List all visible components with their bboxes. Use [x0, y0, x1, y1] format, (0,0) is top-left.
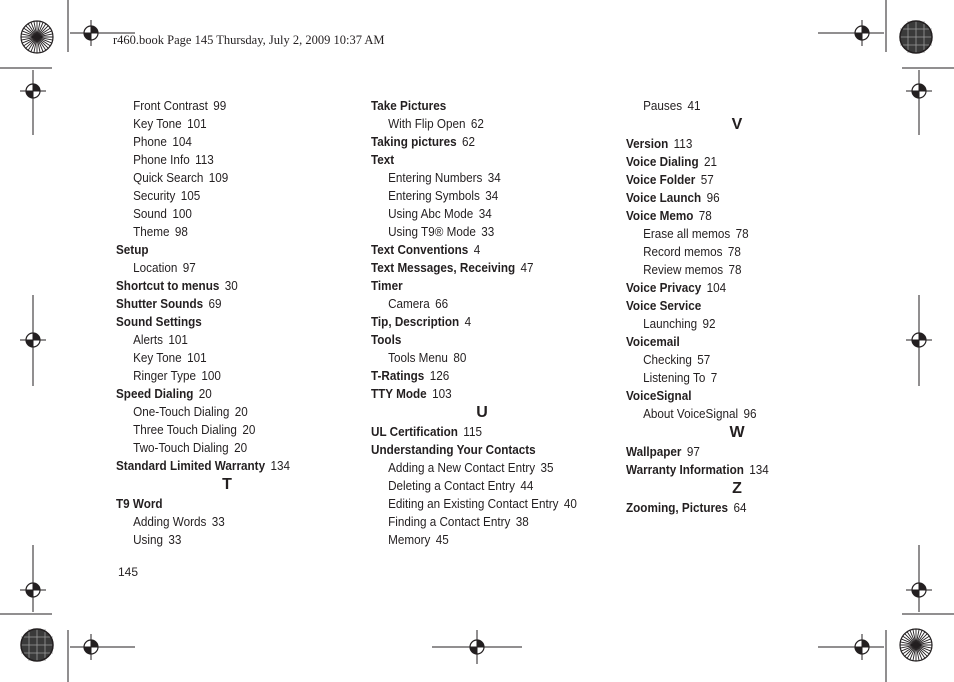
- index-term: Pauses: [643, 98, 683, 113]
- index-page-ref: 4: [473, 242, 481, 257]
- index-entry: [371, 331, 583, 349]
- index-term: Theme: [133, 224, 170, 239]
- index-entry: [371, 259, 583, 277]
- index-page-ref: 100: [172, 206, 192, 221]
- index-subentry: [116, 421, 328, 439]
- index-subentry: [116, 259, 328, 277]
- index-entry: [116, 385, 328, 403]
- index-page-ref: 40: [563, 496, 577, 511]
- index-entry: [371, 97, 583, 115]
- index-entry: [626, 171, 838, 189]
- index-page-ref: 105: [180, 188, 201, 203]
- index-section-letter: W: [729, 424, 745, 441]
- index-column-3: [626, 97, 861, 517]
- index-entry: [626, 207, 838, 225]
- index-page-ref: 97: [182, 260, 196, 275]
- index-term: T-Ratings: [371, 368, 425, 383]
- index-page-ref: 97: [686, 444, 700, 459]
- index-term: Text Conventions: [371, 242, 469, 257]
- index-entry: [116, 277, 328, 295]
- index-entry: [116, 495, 328, 513]
- index-term: Shutter Sounds: [116, 296, 204, 311]
- index-subentry: [116, 205, 328, 223]
- index-page-ref: 20: [242, 422, 256, 437]
- index-subentry: [371, 349, 583, 367]
- index-page-ref: 38: [515, 514, 529, 529]
- index-term: Key Tone: [133, 116, 182, 131]
- index-page-ref: 78: [727, 244, 741, 259]
- index-subentry: [116, 331, 328, 349]
- index-subentry: [116, 187, 328, 205]
- index-subentry: [116, 151, 328, 169]
- index-page-ref: 33: [211, 514, 225, 529]
- index-subentry: [626, 261, 838, 279]
- index-term: Camera: [388, 296, 430, 311]
- index-column-1: [116, 97, 351, 549]
- index-subentry: [371, 513, 583, 531]
- index-term: Alerts: [133, 332, 164, 347]
- index-term: Version: [626, 136, 669, 151]
- index-page-ref: 103: [432, 386, 452, 401]
- index-subentry: [116, 403, 328, 421]
- index-entry: [626, 189, 838, 207]
- index-section-letter: U: [476, 404, 488, 421]
- book-header: r460.book Page 145 Thursday, July 2, 2009 10:37 AM: [113, 33, 385, 47]
- index-entry: [116, 313, 328, 331]
- index-page-ref: 134: [749, 462, 769, 477]
- index-page-ref: 113: [673, 136, 693, 151]
- index-term: About VoiceSignal: [643, 406, 739, 421]
- index-page-ref: 62: [470, 116, 484, 131]
- index-subentry: [371, 169, 583, 187]
- index-term: Tip, Description: [371, 314, 460, 329]
- index-subentry: [371, 205, 583, 223]
- index-term: Three Touch Dialing: [133, 422, 237, 437]
- index-term: Tools: [371, 332, 402, 347]
- index-page-ref: 96: [743, 406, 757, 421]
- index-term: Record memos: [643, 244, 723, 259]
- index-term: Sound Settings: [116, 314, 202, 329]
- index-page-ref: 47: [520, 260, 534, 275]
- index-page-ref: 78: [698, 208, 712, 223]
- index-entry: [626, 279, 838, 297]
- index-subentry: [116, 169, 328, 187]
- index-term: Phone: [133, 134, 167, 149]
- index-term: Text: [371, 152, 395, 167]
- index-term: Two-Touch Dialing: [133, 440, 229, 455]
- index-term: Zooming, Pictures: [626, 500, 729, 515]
- index-subentry: [626, 405, 838, 423]
- index-term: Memory: [388, 532, 431, 547]
- index-term: Voice Privacy: [626, 280, 702, 295]
- index-entry: [371, 313, 583, 331]
- index-term: Take Pictures: [371, 98, 447, 113]
- index-entry: [626, 461, 838, 479]
- index-term: Checking: [643, 352, 692, 367]
- index-term: Deleting a Contact Entry: [388, 478, 515, 493]
- index-subentry: [626, 315, 838, 333]
- index-page-ref: 44: [520, 478, 534, 493]
- index-page-ref: 113: [195, 152, 214, 167]
- index-column-2: [371, 97, 606, 549]
- index-entry: [626, 499, 838, 517]
- index-section-letter: Z: [732, 480, 742, 497]
- index-term: Listening To: [643, 370, 706, 385]
- index-entry: [626, 443, 838, 461]
- index-entry: [371, 441, 583, 459]
- index-term: Tools Menu: [388, 350, 448, 365]
- index-page-ref: 7: [710, 370, 718, 385]
- index-term: Editing an Existing Contact Entry: [388, 496, 559, 511]
- index-term: Warranty Information: [626, 462, 744, 477]
- index-page-ref: 21: [704, 154, 718, 169]
- index-subentry: [371, 477, 583, 495]
- index-page-ref: 66: [435, 296, 449, 311]
- index-page-ref: 30: [224, 278, 238, 293]
- index-subentry: [116, 223, 328, 241]
- index-subentry: [371, 295, 583, 313]
- index-section-letter: T: [222, 476, 232, 493]
- index-term: VoiceSignal: [626, 388, 692, 403]
- index-term: Location: [133, 260, 178, 275]
- index-page-ref: 35: [540, 460, 554, 475]
- index-page-ref: 96: [706, 190, 720, 205]
- index-entry: [371, 423, 583, 441]
- index-term: UL Certification: [371, 424, 458, 439]
- index-term: Shortcut to menus: [116, 278, 220, 293]
- index-term: Speed Dialing: [116, 386, 194, 401]
- index-entry: [371, 385, 583, 403]
- index-term: Key Tone: [133, 350, 182, 365]
- index-page-ref: 101: [187, 350, 207, 365]
- index-page-ref: 20: [198, 386, 212, 401]
- index-page-ref: 45: [435, 532, 449, 547]
- index-term: Text Messages, Receiving: [371, 260, 516, 275]
- index-term: Erase all memos: [643, 226, 731, 241]
- index-subentry: [116, 439, 328, 457]
- index-subentry: [371, 531, 583, 549]
- index-page-ref: 101: [187, 116, 207, 131]
- index-page-ref: 33: [168, 532, 182, 547]
- index-subentry: [116, 133, 328, 151]
- index-term: Using T9® Mode: [388, 224, 476, 239]
- index-term: Review memos: [643, 262, 724, 277]
- index-term: Adding a New Contact Entry: [388, 460, 536, 475]
- index-page-ref: 4: [464, 314, 472, 329]
- index-subentry: [116, 97, 328, 115]
- index-subentry: [116, 513, 328, 531]
- index-entry: [371, 133, 583, 151]
- index-term: Using: [133, 532, 164, 547]
- index-page-ref: 57: [700, 172, 714, 187]
- index-subentry: [371, 115, 583, 133]
- index-subentry: [371, 459, 583, 477]
- index-page-ref: 104: [706, 280, 727, 295]
- index-entry: [371, 241, 583, 259]
- index-subentry: [116, 367, 328, 385]
- index-entry: [626, 153, 838, 171]
- index-term: Adding Words: [133, 514, 207, 529]
- page-number: 145: [118, 565, 139, 579]
- index-term: Phone Info: [133, 152, 190, 167]
- index-term: Wallpaper: [626, 444, 682, 459]
- index-term: Setup: [116, 242, 149, 257]
- index-term: Ringer Type: [133, 368, 196, 383]
- index-term: Voice Folder: [626, 172, 696, 187]
- index-term: Using Abc Mode: [388, 206, 474, 221]
- index-page-ref: 41: [687, 98, 701, 113]
- index-page-ref: 98: [174, 224, 188, 239]
- index-term: Entering Numbers: [388, 170, 483, 185]
- index-term: Understanding Your Contacts: [371, 442, 536, 457]
- index-page-ref: 78: [735, 226, 749, 241]
- index-page-ref: 104: [172, 134, 192, 149]
- index-page-ref: 57: [697, 352, 711, 367]
- index-term: Quick Search: [133, 170, 204, 185]
- index-term: Sound: [133, 206, 167, 221]
- index-entry: [626, 333, 838, 351]
- index-term: T9 Word: [116, 496, 163, 511]
- index-page-ref: 64: [733, 500, 747, 515]
- index-term: Front Contrast: [133, 98, 208, 113]
- index-entry: [371, 277, 583, 295]
- index-subentry: [626, 243, 838, 261]
- index-term: Finding a Contact Entry: [388, 514, 511, 529]
- index-entry: [626, 387, 838, 405]
- index-subentry: [371, 495, 583, 513]
- index-page-ref: 101: [168, 332, 188, 347]
- index-page-ref: 92: [702, 316, 716, 331]
- index-page-ref: 34: [487, 170, 501, 185]
- index-page-ref: 115: [463, 424, 482, 439]
- index-entry: [116, 295, 328, 313]
- index-term: Taking pictures: [371, 134, 457, 149]
- index-term: Voicemail: [626, 334, 680, 349]
- index-term: With Flip Open: [388, 116, 466, 131]
- index-entry: [116, 241, 328, 259]
- index-section-letter: V: [731, 116, 743, 133]
- index-page-ref: 34: [485, 188, 499, 203]
- index-page-ref: 69: [208, 296, 222, 311]
- index-entry: [626, 297, 838, 315]
- index-page-ref: 34: [478, 206, 492, 221]
- index-term: Voice Dialing: [626, 154, 699, 169]
- index-term: Security: [133, 188, 176, 203]
- index-subentry: [371, 187, 583, 205]
- index-term: Voice Launch: [626, 190, 702, 205]
- index-term: Entering Symbols: [388, 188, 480, 203]
- index-subentry: [626, 351, 838, 369]
- index-page-ref: 100: [201, 368, 221, 383]
- index-entry: [371, 367, 583, 385]
- index-entry: [371, 151, 583, 169]
- index-page-ref: 126: [429, 368, 450, 383]
- index-term: Standard Limited Warranty: [116, 458, 266, 473]
- index-page-ref: 109: [208, 170, 229, 185]
- index-entry: [116, 457, 328, 475]
- index-page-ref: 99: [213, 98, 227, 113]
- index-term: Voice Memo: [626, 208, 694, 223]
- index-page-ref: 80: [453, 350, 467, 365]
- index-entry: [626, 135, 838, 153]
- index-term: Timer: [371, 278, 403, 293]
- index-page-ref: 33: [481, 224, 495, 239]
- index-term: Launching: [643, 316, 698, 331]
- index-subentry: [626, 369, 838, 387]
- index-page-ref: 78: [728, 262, 742, 277]
- index-page-ref: 20: [234, 404, 248, 419]
- index-subentry: [626, 97, 838, 115]
- index-subentry: [371, 223, 583, 241]
- index-term: One-Touch Dialing: [133, 404, 230, 419]
- index-term: Voice Service: [626, 298, 702, 313]
- index-subentry: [116, 349, 328, 367]
- index-page-ref: 20: [234, 440, 248, 455]
- index-page-ref: 134: [270, 458, 291, 473]
- index-subentry: [116, 115, 328, 133]
- index-subentry: [626, 225, 838, 243]
- index-subentry: [116, 531, 328, 549]
- index-term: TTY Mode: [371, 386, 427, 401]
- index-page-ref: 62: [462, 134, 476, 149]
